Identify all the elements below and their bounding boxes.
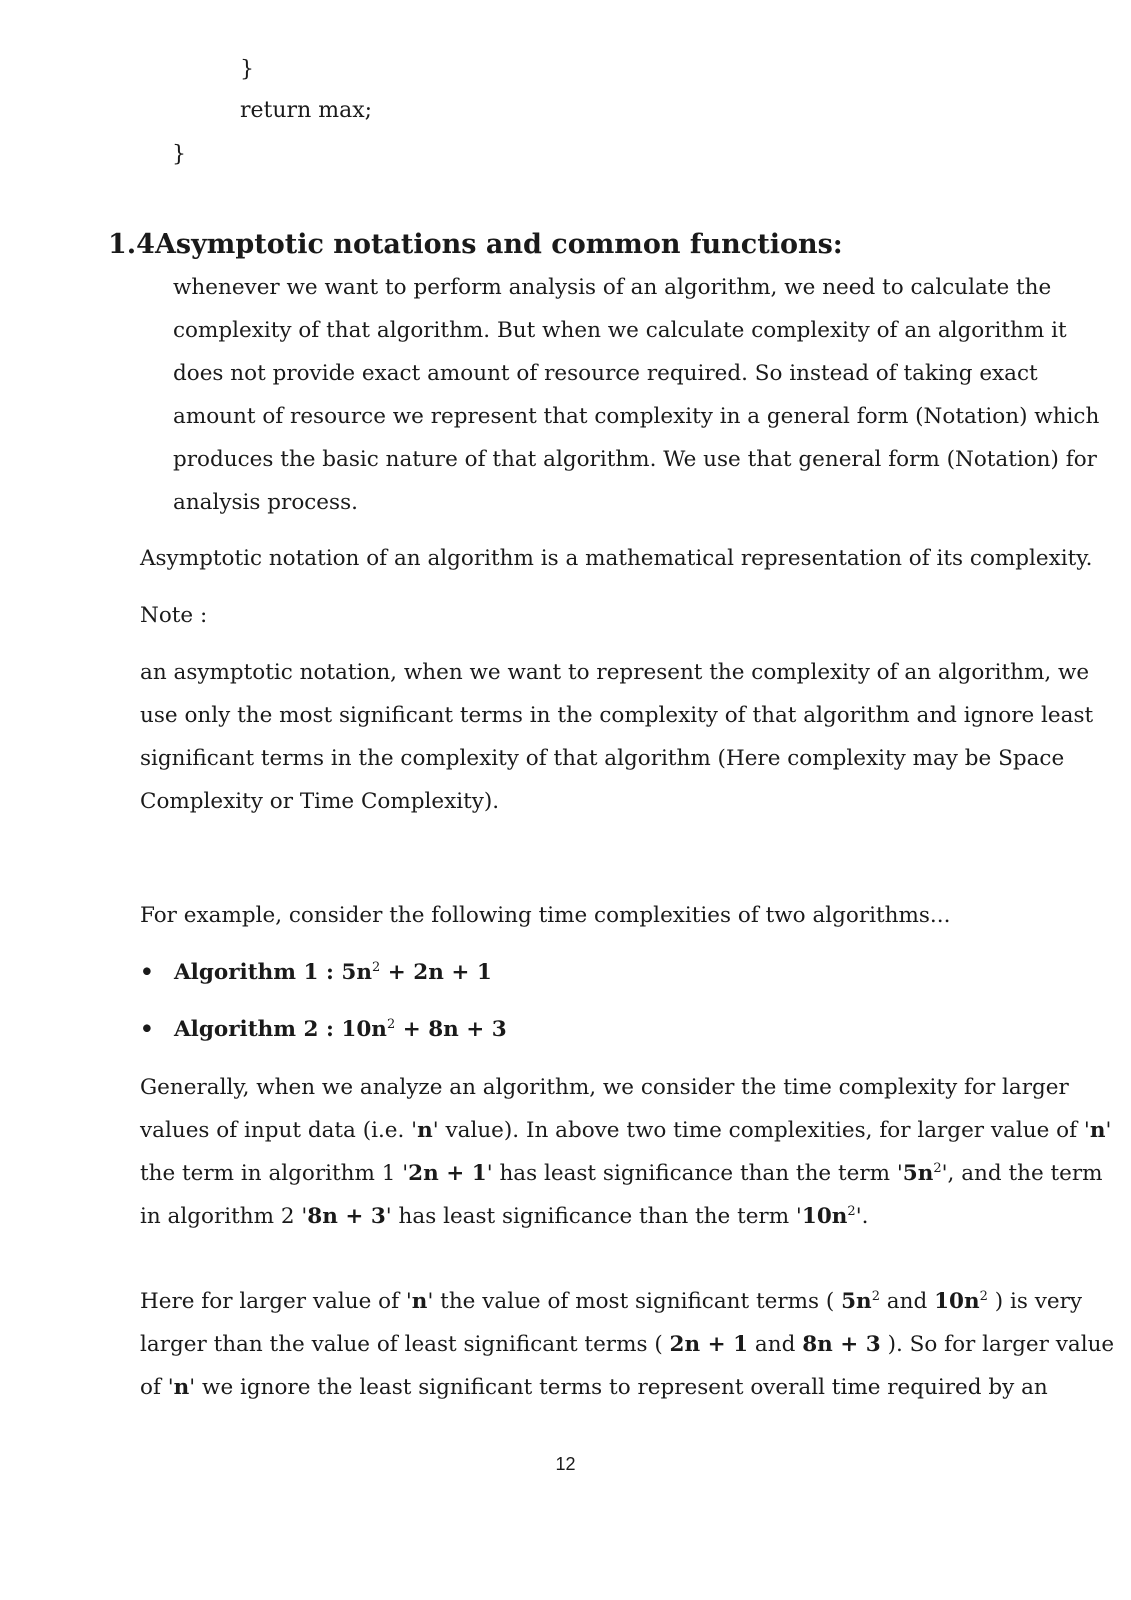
note-label [140, 594, 207, 637]
code-closing-brace-inner: } [240, 57, 254, 82]
here-line-3: of 'n' we ignore the least significant terms to represent overall time required by an [140, 1375, 1048, 1400]
intro-line: does not provide exact amount of resource required. So instead of taking exact [173, 361, 1038, 386]
here-line-2: larger than the value of least significant terms ( 2n + 1 and 8n + 3 ). So for larger value [140, 1332, 1115, 1357]
generally-line-2: values of input data (i.e. 'n' value). In above two time complexities, for larger value of 'n' [140, 1118, 1112, 1143]
code-closing-brace-outer: } [172, 142, 186, 167]
note-label-text: Note : [140, 603, 208, 628]
intro-line: produces the basic nature of that algorithm. We use that general form (Notation) for [173, 447, 1097, 472]
algorithm-2-suffix: + 8n + 3 [395, 1017, 507, 1042]
generally-line-3: the term in algorithm 1 '2n + 1' has least significance than the term '$5n^2$', and the term [140, 1161, 1103, 1186]
note-paragraph [140, 651, 1093, 823]
algorithm-2-bullet [140, 1015, 507, 1045]
generally-line-1: Generally, when we analyze an algorithm, we consider the time complexity for larger [140, 1075, 1069, 1100]
intro-line: analysis process. [173, 490, 358, 515]
generally-line-4: in algorithm 2 '8n + 3' has least significance than the term '$10n^2$'. [140, 1204, 869, 1229]
generally-paragraph [140, 1066, 1111, 1238]
example-intro-paragraph [140, 894, 950, 937]
algorithm-1-prefix: Algorithm 1 : 5n [174, 960, 372, 985]
algorithm-2-exponent: 2 [386, 1017, 396, 1032]
bullet-icon: • [140, 1017, 154, 1042]
section-heading: 1.4Asymptotic notations and common functions: [108, 229, 843, 260]
note-line: significant terms in the complexity of that algorithm (Here complexity may be Space [140, 746, 1065, 771]
note-line: use only the most significant terms in the complexity of that algorithm and ignore least [140, 703, 1094, 728]
intro-line: complexity of that algorithm. But when we calculate complexity of an algorithm it [173, 318, 1067, 343]
here-line-1: Here for larger value of 'n' the value of most significant terms ( $5n^2$ and $10n^2$ ) is very [140, 1289, 1083, 1314]
algorithm-1-exponent: 2 [371, 960, 381, 975]
bullet-icon: • [140, 960, 154, 985]
definition-paragraph [140, 537, 1092, 580]
algorithm-1-suffix: + 2n + 1 [380, 960, 492, 985]
intro-line: amount of resource we represent that complexity in a general form (Notation) which [173, 404, 1100, 429]
definition-text: Asymptotic notation of an algorithm is a mathematical representation of its complexity. [140, 546, 1093, 571]
note-line: Complexity or Time Complexity). [140, 789, 500, 814]
here-paragraph [140, 1280, 1114, 1409]
intro-paragraph [173, 266, 1099, 524]
note-line: an asymptotic notation, when we want to represent the complexity of an algorithm, we [140, 660, 1090, 685]
algorithm-1-bullet [140, 958, 492, 988]
algorithm-2-prefix: Algorithm 2 : 10n [174, 1017, 387, 1042]
code-return-statement: return max; [240, 98, 373, 123]
example-intro-text: For example, consider the following time complexities of two algorithms... [140, 903, 951, 928]
intro-line: whenever we want to perform analysis of an algorithm, we need to calculate the [173, 275, 1052, 300]
page-number: 12 [555, 1454, 576, 1474]
